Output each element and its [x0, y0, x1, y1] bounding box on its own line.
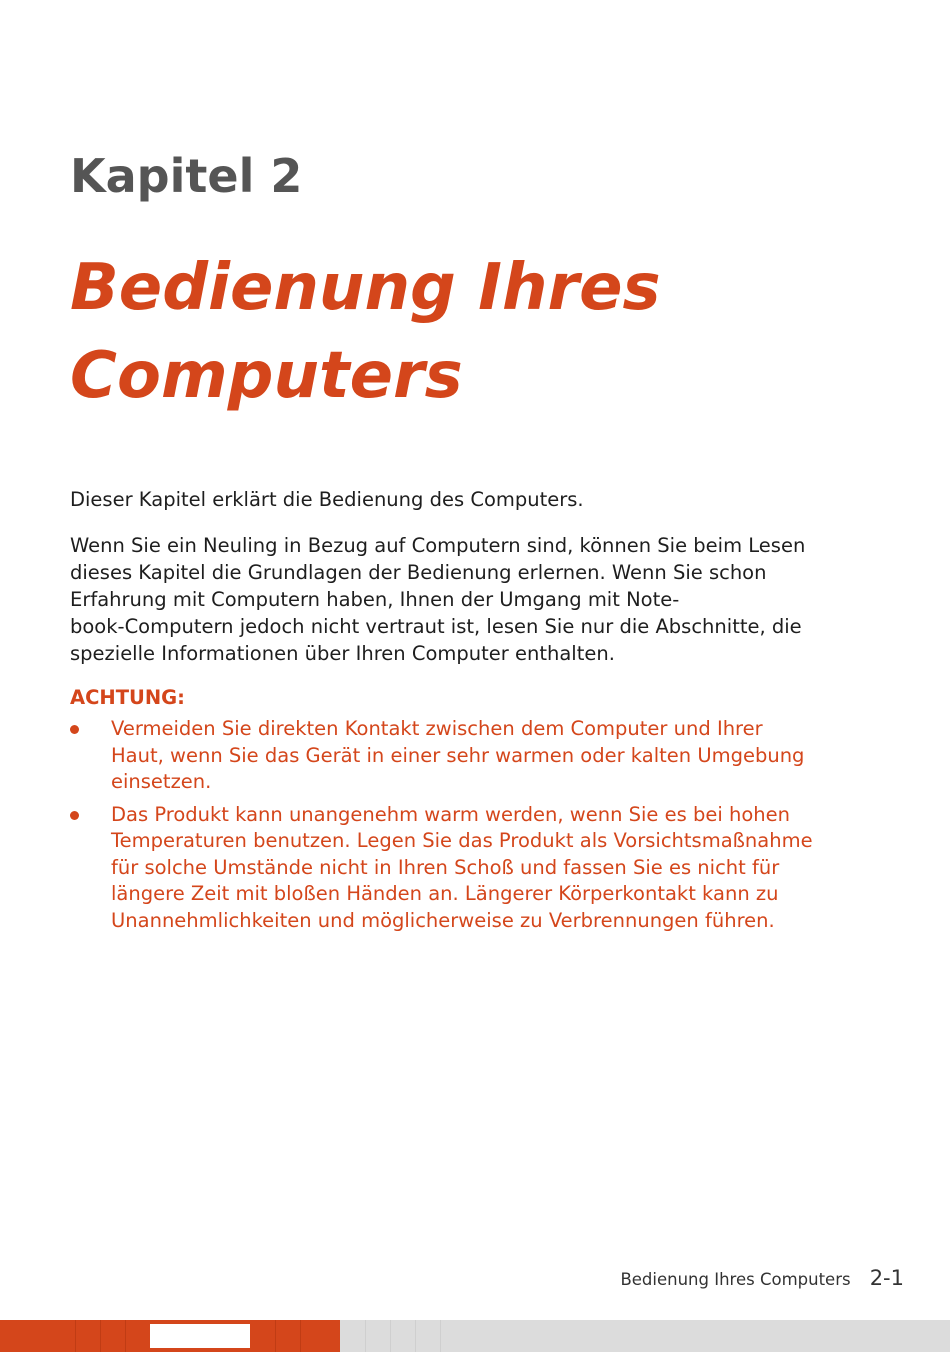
- footer-section-title: Bedienung Ihres Computers: [620, 1270, 851, 1289]
- footer-bar-tick: [125, 1320, 126, 1352]
- intro-paragraph-detail: [70, 532, 890, 667]
- bullet-dot-icon: [70, 725, 79, 734]
- caution-list: [70, 716, 890, 940]
- paragraph-line: dieses Kapitel die Grundlagen der Bedienung erlernen. Wenn Sie schon: [70, 561, 767, 584]
- chapter-title-line: Bedienung Ihres: [70, 251, 661, 325]
- caution-heading: ACHTUNG:: [70, 686, 185, 709]
- chapter-title-line: Computers: [70, 339, 463, 413]
- caution-line: Das Produkt kann unangenehm warm werden, wenn Sie es bei hohen: [111, 802, 790, 826]
- paragraph-line: spezielle Informationen über Ihren Computer enthalten.: [70, 642, 615, 665]
- paragraph-line: Erfahrung mit Computern haben, Ihnen der Umgang mit Note-: [70, 588, 680, 611]
- page-number: 2-1: [869, 1266, 904, 1290]
- footer-bar-tick: [415, 1320, 416, 1352]
- paragraph-line: Wenn Sie ein Neuling in Bezug auf Computern sind, können Sie beim Lesen: [70, 534, 806, 557]
- footer-bar-accent-segment: [250, 1320, 340, 1352]
- footer-bar-tick: [275, 1320, 276, 1352]
- caution-line: längere Zeit mit bloßen Händen an. Längerer Körperkontakt kann zu: [111, 882, 779, 905]
- bullet-dot-icon: [70, 811, 79, 820]
- footer-color-bar: [0, 1320, 950, 1352]
- caution-line: Vermeiden Sie direkten Kontakt zwischen dem Computer und Ihrer: [111, 717, 763, 740]
- footer-bar-grey-segment: [340, 1320, 950, 1352]
- caution-line: Haut, wenn Sie das Gerät in einer sehr warmen oder kalten Umgebung: [111, 743, 805, 767]
- footer-bar-highlight-segment: [150, 1320, 250, 1352]
- caution-line: Temperaturen benutzen. Legen Sie das Produkt als Vorsichtsmaßnahme: [111, 829, 813, 852]
- caution-line: für solche Umstände nicht in Ihren Schoß und fassen Sie es nicht für: [111, 855, 780, 879]
- caution-line: Unannehmlichkeiten und möglicherweise zu Verbrennungen führen.: [111, 908, 775, 932]
- page-footer: [620, 1266, 904, 1290]
- chapter-title: [70, 244, 661, 420]
- caution-line: einsetzen.: [111, 770, 212, 793]
- intro-paragraph: Dieser Kapitel erklärt die Bedienung des Computers.: [70, 488, 584, 511]
- footer-bar-tick: [440, 1320, 441, 1352]
- footer-bar-tick: [300, 1320, 301, 1352]
- footer-bar-tick: [100, 1320, 101, 1352]
- caution-item: [70, 802, 890, 935]
- paragraph-line: book-Computern jedoch nicht vertraut ist, lesen Sie nur die Abschnitte, die: [70, 615, 802, 638]
- footer-bar-tick: [75, 1320, 76, 1352]
- chapter-label: Kapitel 2: [70, 149, 303, 203]
- caution-item: [70, 716, 890, 796]
- footer-bar-tick: [390, 1320, 391, 1352]
- footer-bar-tick: [365, 1320, 366, 1352]
